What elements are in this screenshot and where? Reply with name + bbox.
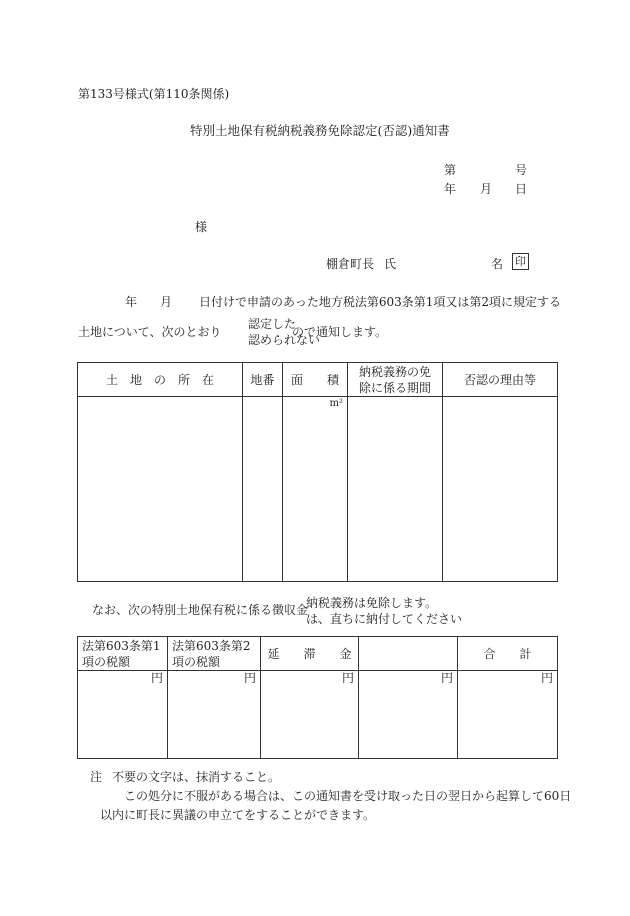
header-exemption-period-text: 納税義務の免除に係る期間 (358, 364, 431, 395)
option-pay: は、直ちに納付してください (306, 612, 463, 626)
tax-table (77, 636, 558, 759)
header-location (78, 363, 243, 397)
yen-unit: 円 (540, 671, 553, 685)
doc-number-dai: 第 (444, 163, 457, 177)
body-line1: 日付けで申請のあった地方税法第603条第1項又は第2項に規定する (199, 295, 562, 309)
seal-text: 印 (512, 253, 529, 270)
sender-shi: 氏 (384, 257, 397, 271)
header-blank (359, 637, 458, 671)
yen-unit: 円 (341, 671, 354, 685)
body-line2-prefix: 土地について、次のとおり (78, 325, 222, 339)
cell-lot-number (243, 397, 283, 582)
header-tax-item1 (78, 637, 168, 671)
cell-tax-item1 (78, 671, 168, 759)
yen-unit: 円 (243, 671, 256, 685)
header-exemption-period (348, 363, 443, 397)
header-total (458, 637, 558, 671)
sender-title: 棚倉町長 (326, 257, 375, 271)
cell-late-fee (261, 671, 359, 759)
date-year: 年 (444, 182, 457, 196)
header-reason (443, 363, 558, 397)
body-month: 月 (160, 295, 173, 309)
header-total-text: 合 計 (483, 647, 532, 661)
cell-blank (359, 671, 458, 759)
note1: 不要の文字は、抹消すること。 (112, 770, 281, 784)
document-title: 特別土地保有税納税義務免除認定(否認)通知書 (190, 123, 450, 138)
cell-period (348, 397, 443, 582)
body-year: 年 (125, 295, 138, 309)
date-month: 月 (480, 182, 493, 196)
cell-reason (443, 397, 558, 582)
header-area (283, 363, 348, 397)
note2-line2: 以内に町長に異議の申立てをすることができます。 (100, 808, 376, 822)
header-lot-number-text: 地番 (250, 373, 275, 387)
header-tax-item2-text: 法第603条第2項の税額 (172, 638, 251, 669)
cell-location (78, 397, 243, 582)
doc-number-go: 号 (515, 163, 528, 177)
note-label: 注 (90, 770, 103, 784)
arrears-prefix: なお、次の特別土地保有税に係る徴収金 (92, 603, 309, 617)
header-tax-item2 (168, 637, 261, 671)
header-location-text: 土 地 の 所 在 (105, 373, 214, 387)
seal-mark (512, 253, 529, 270)
sender-mei: 名 (491, 257, 504, 271)
option-denied: 認められない (248, 333, 321, 347)
header-lot-number (243, 363, 283, 397)
tax-table-header (78, 637, 558, 671)
header-reason-text: 否認の理由等 (463, 373, 536, 387)
header-late-fee (261, 637, 359, 671)
header-tax-item1-text: 法第603条第1項の税額 (82, 638, 161, 669)
area-unit: m² (329, 398, 343, 409)
option-approved: 認定した (248, 317, 297, 331)
addressee-honorific: 様 (195, 220, 208, 234)
option-exempt: 納税義務は免除します。 (306, 596, 438, 610)
date-day: 日 (515, 182, 528, 196)
tax-table-row (78, 671, 558, 759)
form-number: 第133号様式(第110条関係) (78, 87, 230, 101)
land-table-row (78, 397, 558, 582)
cell-total (458, 671, 558, 759)
header-late-fee-text: 延 滞 金 (267, 647, 352, 661)
cell-tax-item2 (168, 671, 261, 759)
body-line2-suffix: ので通知します。 (292, 325, 388, 339)
cell-area (283, 397, 348, 582)
header-area-text: 面 積 (290, 373, 339, 387)
yen-unit: 円 (150, 671, 163, 685)
note2-line1: この処分に不服がある場合は、この通知書を受け取った日の翌日から起算して60日 (124, 789, 572, 803)
yen-unit: 円 (440, 671, 453, 685)
land-table (77, 362, 558, 582)
land-table-header (78, 363, 558, 397)
